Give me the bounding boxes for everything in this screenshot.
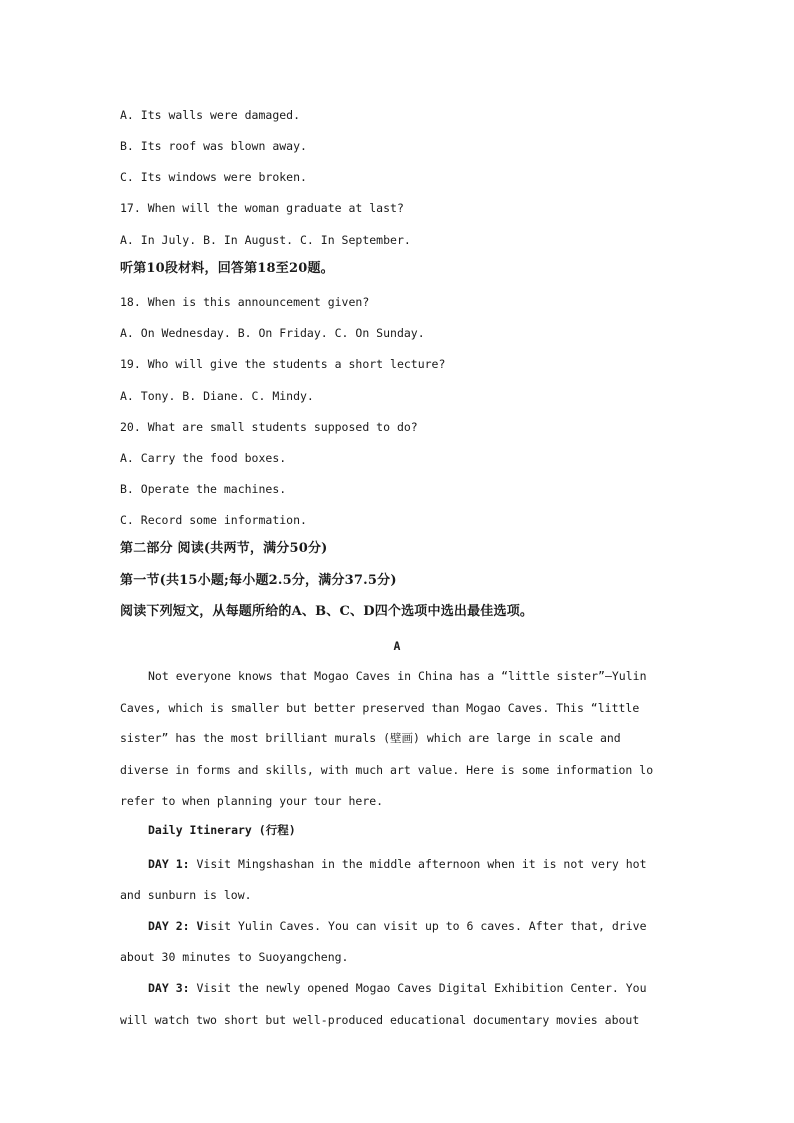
day2-text: isit Yulin Caves. You can visit up to 6 caves. After that, drive xyxy=(203,919,647,933)
q19-question: 19. Who will give the students a short lecture? xyxy=(120,357,446,371)
day3-line-1 xyxy=(148,980,647,996)
q17-question: 17. When will the woman graduate at last? xyxy=(120,201,404,215)
q20-option-b: B. Operate the machines. xyxy=(120,482,287,496)
section10-heading: 听第10段材料，回答第18至20题。 xyxy=(120,261,334,276)
q19-options: A. Tony. B. Diane. C. Mindy. xyxy=(120,389,314,403)
q16-option-b: B. Its roof was blown away. xyxy=(120,139,307,153)
part-two-heading: 第二部分 阅读(共两节，满分50分) xyxy=(120,541,328,556)
day1-line-1 xyxy=(148,856,647,872)
q17-options: A. In July. B. In August. C. In September. xyxy=(120,233,411,247)
reading-instruction: 阅读下列短文，从每题所给的A、B、C、D四个选项中选出最佳选项。 xyxy=(120,604,534,619)
q18-question: 18. When is this announcement given? xyxy=(120,295,370,309)
itinerary-heading: Daily Itinerary (行程) xyxy=(148,823,296,837)
day3-label: DAY 3: xyxy=(148,981,190,995)
q16-option-c: C. Its windows were broken. xyxy=(120,170,307,184)
intro-line-2: Caves, which is smaller but better preserved than Mogao Caves. This “little xyxy=(120,701,640,715)
q20-option-c: C. Record some information. xyxy=(120,513,307,527)
day3-text: Visit the newly opened Mogao Caves Digital Exhibition Center. You xyxy=(189,981,647,995)
day2-line-1 xyxy=(148,918,647,934)
intro-line-5: refer to when planning your tour here. xyxy=(120,794,384,808)
day2-label: DAY 2: V xyxy=(148,919,204,933)
day3-line-2: will watch two short but well-produced educational documentary movies about xyxy=(120,1013,640,1027)
q16-option-a: A. Its walls were damaged. xyxy=(120,108,301,122)
section-one-heading: 第一节(共15小题;每小题2.5分，满分37.5分) xyxy=(120,573,397,588)
day1-line-2: and sunburn is low. xyxy=(120,888,252,902)
intro-line-3: sister” has the most brilliant murals (壁画) which are large in scale and xyxy=(120,731,621,745)
day2-line-2: about 30 minutes to Suoyangcheng. xyxy=(120,950,349,964)
passage-label: A xyxy=(393,639,401,653)
q18-options: A. On Wednesday. B. On Friday. C. On Sunday. xyxy=(120,326,425,340)
q20-option-a: A. Carry the food boxes. xyxy=(120,451,287,465)
day1-label: DAY 1: xyxy=(148,857,190,871)
intro-line-4: diverse in forms and skills, with much art value. Here is some information lo xyxy=(120,763,654,777)
day1-text: Visit Mingshashan in the middle afternoon when it is not very hot xyxy=(189,857,647,871)
q20-question: 20. What are small students supposed to do? xyxy=(120,420,418,434)
intro-line-1: Not everyone knows that Mogao Caves in China has a “little sister”—Yulin xyxy=(148,669,647,683)
